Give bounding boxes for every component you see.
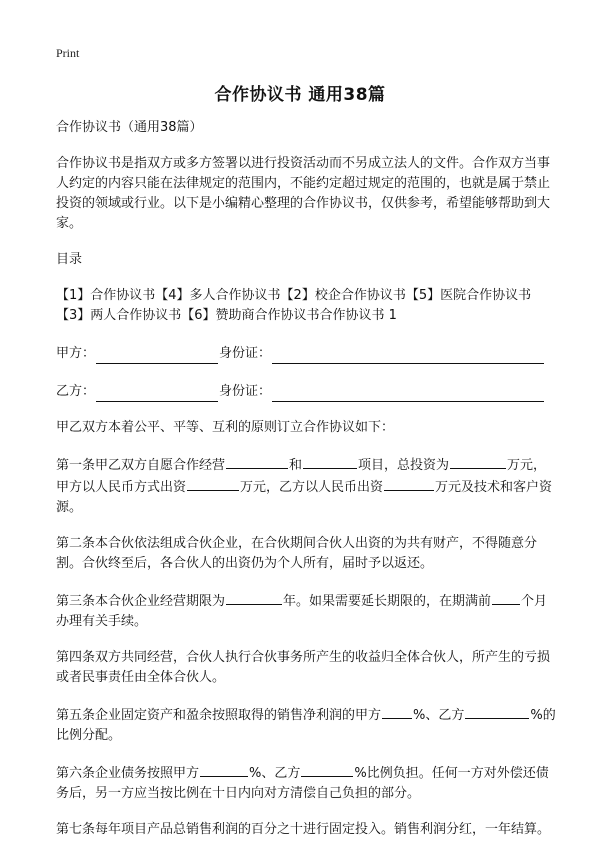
document-body xyxy=(56,118,556,856)
print-link[interactable]: Print xyxy=(56,46,80,60)
party-b-id-blank xyxy=(272,385,544,402)
blank xyxy=(382,704,412,719)
document-title: 合作协议书 通用38篇 xyxy=(214,85,386,105)
article-4: 第四条双方共同经营，合伙人执行合伙事务所产生的收益归全体合伙人，所产生的亏损或者民事责任由全体合伙人。 xyxy=(56,650,551,685)
article-7: 第七条每年项目产品总销售利润的百分之十进行固定投入。销售利润分红，一年结算。 xyxy=(56,822,551,837)
article-1-text: 第一条甲乙双方自愿合作经营 xyxy=(56,458,226,473)
toc-line-1[interactable]: 【1】合作协议书【4】多人合作协议书【2】校企合作协议书【5】医院合作协议书 xyxy=(56,288,532,303)
article-1-text: 和 xyxy=(289,458,303,473)
article-6 xyxy=(56,762,556,804)
party-a-row xyxy=(56,342,556,364)
article-3-text: 年。如果需要延长期限的，在期满前 xyxy=(283,594,492,609)
document-subtitle: 合作协议书（通用38篇） xyxy=(56,120,203,135)
article-1-text: 项目，总投资为 xyxy=(358,458,450,473)
article-6-text: 第六条企业债务按照甲方 xyxy=(56,766,200,781)
article-5-text: 第五条企业固定资产和盈余按照取得的销售净利润的甲方 xyxy=(56,708,382,723)
blank xyxy=(226,590,282,605)
toc-heading: 目录 xyxy=(56,252,83,267)
article-1-text: 万元，甲方以人民币方式出资 xyxy=(56,458,547,495)
party-a-label: 甲方： xyxy=(56,346,96,361)
blank xyxy=(384,476,434,491)
article-3-text: 个月办理有关手续。 xyxy=(56,594,548,629)
party-a-id-blank xyxy=(272,347,544,364)
toc-line-2[interactable]: 【3】两人合作协议书【6】赞助商合作协议书合作协议书 1 xyxy=(56,308,397,323)
blank xyxy=(200,762,248,777)
article-3 xyxy=(56,590,556,632)
article-5-text: %、乙方 xyxy=(413,708,465,723)
blank xyxy=(492,590,520,605)
preamble: 甲乙双方本着公平、平等、互利的原则订立合作协议如下： xyxy=(56,420,395,435)
article-6-text: %、乙方 xyxy=(249,766,301,781)
party-b-id-label: 身份证： xyxy=(219,384,272,399)
article-1 xyxy=(56,454,556,518)
intro-paragraph: 合作协议书是指双方或多方签署以进行投资活动而不另成立法人的文件。合作双方当事人约定的内容只能在法律规定的范围内，不能约定超过规定的范围的，也就是属于禁止投资的领域或行业。以下是小编精心整理的合作协议书，仅供参考，希望能够帮助到大家。 xyxy=(56,156,551,231)
blank xyxy=(465,704,529,719)
party-b-blank xyxy=(96,385,218,402)
article-5-text: %的比例分配。 xyxy=(56,708,556,743)
party-a-blank xyxy=(96,347,218,364)
blank xyxy=(303,454,357,469)
article-1-text: 万元，乙方以人民币出资 xyxy=(240,480,384,495)
article-2: 第二条本合伙依法组成合伙企业，在合伙期间合伙人出资的为共有财产，不得随意分割。合伙终至后，各合伙人的出资仍为个人所有，届时予以返还。 xyxy=(56,536,538,571)
party-a-id-label: 身份证： xyxy=(219,346,272,361)
blank xyxy=(450,454,506,469)
party-b-label: 乙方： xyxy=(56,384,96,399)
party-b-row xyxy=(56,380,556,402)
article-5 xyxy=(56,704,556,746)
blank xyxy=(226,454,288,469)
article-1-text: 万元及技术和客户资源。 xyxy=(56,480,553,515)
toc-list xyxy=(56,286,556,326)
blank xyxy=(301,762,353,777)
blank xyxy=(187,476,239,491)
article-3-text: 第三条本合伙企业经营期限为 xyxy=(56,594,226,609)
article-6-text: %比例负担。任何一方对外偿还债务后，另一方应当按比例在十日内向对方清偿自己负担的部分。 xyxy=(56,766,549,801)
